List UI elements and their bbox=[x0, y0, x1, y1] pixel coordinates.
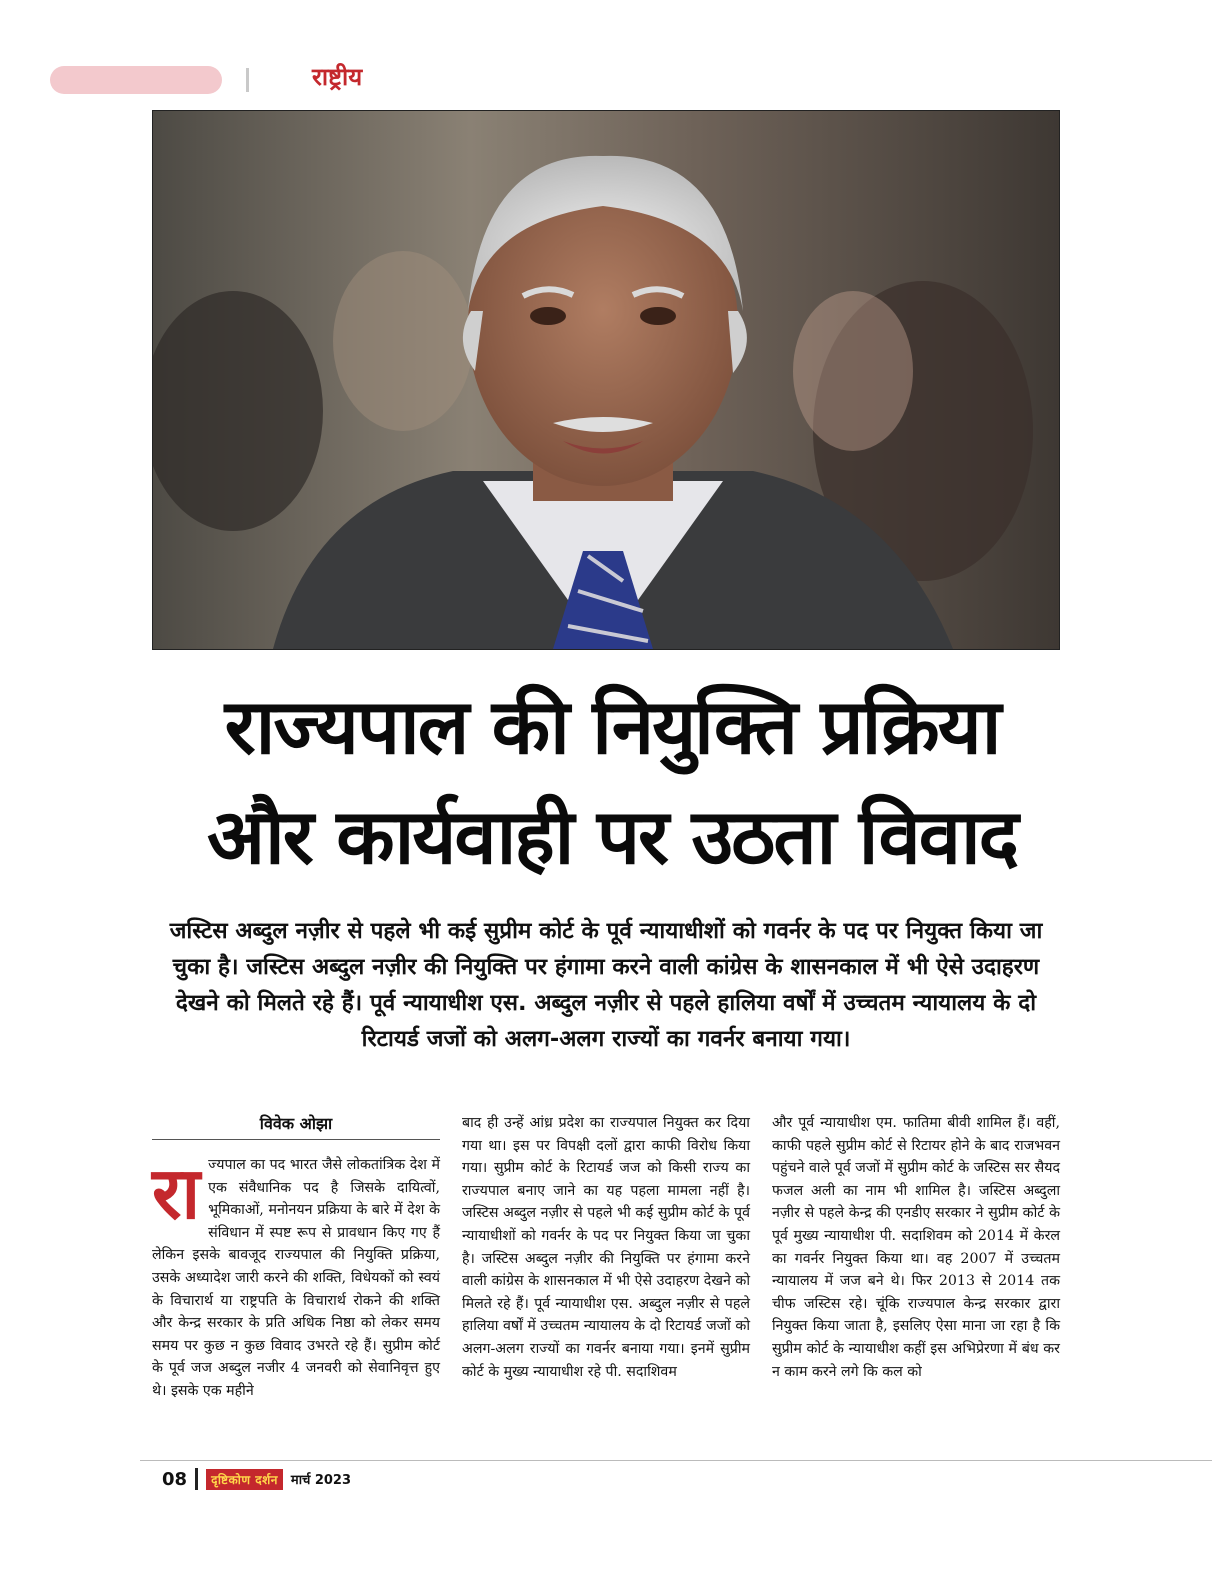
page-footer bbox=[162, 1466, 351, 1492]
footer-rule bbox=[140, 1460, 1212, 1461]
column-3-text: और पूर्व न्यायाधीश एम. फातिमा बीवी शामिल हैं। वहीं, काफी पहले सुप्रीम कोर्ट से रिटायर होने के बाद राजभवन पहुंचने वाले पूर्व जजों में सुप्रीम कोर्ट के जस्टिस सर सैयद फजल अली का नाम भी शामिल है। जस्टिस अब्दुला नज़ीर से पहले केन्द्र की एनडीए सरकार ने सुप्रीम कोर्ट के पूर्व मुख्य न्यायाधीश पी. सदाशिवम को 2014 में केरल का गवर्नर नियुक्त किया था। वह 2007 में उच्चतम न्यायालय में जज बने थे। फिर 2013 से 2014 तक चीफ जस्टिस रहे। चूंकि राज्यपाल केन्द्र सरकार द्वारा नियुक्त किया जाता है, इसलिए ऐसा माना जा रहा है कि सुप्रीम कोर्ट के न्यायाधीश कहीं इस अभिप्रेरणा में बंध कर न काम करने लगे कि कल को bbox=[772, 1115, 1060, 1380]
header-divider bbox=[246, 68, 249, 92]
section-tab-pill bbox=[50, 66, 222, 94]
page-number: 08 bbox=[162, 1468, 188, 1490]
footer-divider bbox=[195, 1468, 198, 1490]
headline-line-2: और कार्यवाही पर उठता विवाद bbox=[206, 792, 1018, 881]
drop-cap: रा bbox=[152, 1151, 201, 1235]
article-deck: जस्टिस अब्दुल नज़ीर से पहले भी कई सुप्रीम कोर्ट के पूर्व न्यायाधीशों को गवर्नर के पद पर नियुक्त किया जा चुका है। जस्टिस अब्दुल नज़ीर की नियुक्ति पर हंगामा करने वाली कांग्रेस के शासनकाल में भी ऐसे उदाहरण देखने को मिलते रहे हैं। पूर्व न्यायाधीश एस. अब्दुल नज़ीर से पहले हालिया वर्षों में उच्चतम न्यायालय के दो रिटायर्ड जजों को अलग-अलग राज्यों का गवर्नर बनाया गया। bbox=[169, 918, 1043, 1052]
magazine-logo: दृष्टिकोण दर्शन bbox=[206, 1469, 283, 1490]
headline-line-1: राज्यपाल की नियुक्ति प्रक्रिया bbox=[224, 682, 1000, 771]
issue-date: मार्च 2023 bbox=[290, 1473, 352, 1488]
portrait-photo-icon bbox=[153, 111, 1059, 649]
column-2-text: बाद ही उन्हें आंध्र प्रदेश का राज्यपाल नियुक्त कर दिया गया था। इस पर विपक्षी दलों द्वारा काफी विरोध किया गया। सुप्रीम कोर्ट के रिटायर्ड जज को किसी राज्य का राज्यपाल बनाए जाने का यह पहला मामला नहीं है। जस्टिस अब्दुल नज़ीर से पहले भी कई सुप्रीम कोर्ट के पूर्व न्यायाधीशों को गवर्नर के पद पर नियुक्त किया जा चुका है। जस्टिस अब्दुल नज़ीर की नियुक्ति पर हंगामा करने वाली कांग्रेस के शासनकाल में भी ऐसे उदाहरण देखने को मिलते रहे हैं। पूर्व न्यायाधीश एस. अब्दुल नज़ीर से पहले हालिया वर्षों में उच्चतम न्यायालय के दो रिटायर्ड जजों को अलग-अलग राज्यों का गवर्नर बनाया गया। इनमें सुप्रीम कोर्ट के मुख्य न्यायाधीश रहे पी. सदाशिवम bbox=[462, 1115, 750, 1380]
article-column-3 bbox=[772, 1112, 1060, 1383]
column-1-text: ज्यपाल का पद भारत जैसे लोकतांत्रिक देश में एक संवैधानिक पद है जिसके दायित्वों, भूमिकाओं, मनोनयन प्रक्रिया के बारे में देश के संविधान में स्पष्ट रूप से प्रावधान किए गए हैं लेकिन इसके बावजूद राज्यपाल की नियुक्ति प्रक्रिया, उसके अध्यादेश जारी करने की शक्ति, विधेयकों को स्वयं के विचारार्थ या राष्ट्रपति के विचारार्थ रोकने की शक्ति और केन्द्र सरकार के प्रति अधिक निष्ठा को लेकर समय समय पर कुछ न कुछ विवाद उभरते रहे हैं। सुप्रीम कोर्ट के पूर्व जज अब्दुल नजीर 4 जनवरी को सेवानिवृत्त हुए थे। इसके एक महीने bbox=[152, 1157, 440, 1399]
article-column-2 bbox=[462, 1112, 750, 1383]
section-label: राष्ट्रीय bbox=[312, 62, 363, 91]
article-photo bbox=[152, 110, 1060, 650]
article-column-1 bbox=[152, 1112, 440, 1403]
author-byline: विवेक ओझा bbox=[152, 1112, 440, 1140]
article-headline bbox=[150, 672, 1074, 892]
